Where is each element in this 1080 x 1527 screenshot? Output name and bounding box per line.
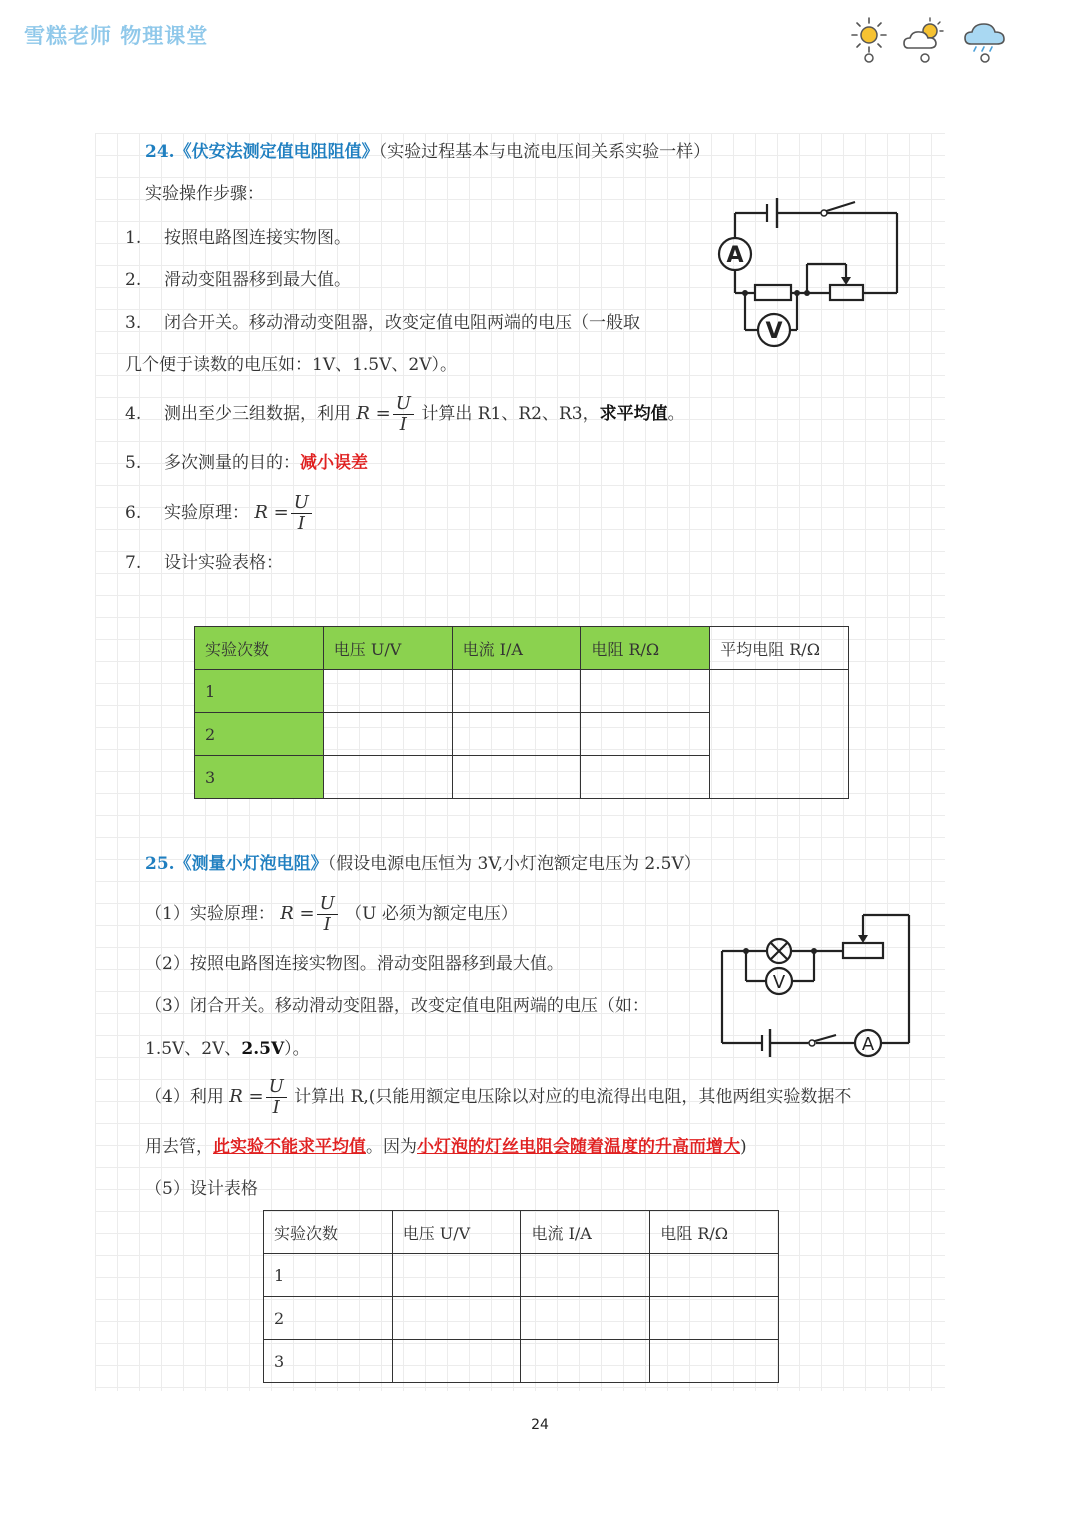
paragraph-2: （2）按照电路图连接实物图。滑动变阻器移到最大值。 — [145, 954, 564, 974]
table-header-cell: 电压 U/V — [323, 627, 452, 670]
circuit-diagram-25 — [712, 905, 922, 1060]
sun-icon — [848, 14, 890, 64]
table-header-cell: 平均电阻 R/Ω — [710, 627, 849, 670]
ammeter-label: A — [861, 1034, 875, 1055]
step-2: 滑动变阻器移到最大值。 — [164, 270, 351, 290]
section-24-title: 24.《伏安法测定值电阻阻值》 — [145, 142, 379, 162]
formula-fraction: $\frac{U}{I}$ — [317, 894, 338, 935]
steps-heading: 实验操作步骤： — [145, 184, 264, 204]
empty-cell — [323, 756, 452, 799]
section-25-subtitle: （假设电源电压恒为 3V,小灯泡额定电压为 2.5V） — [327, 854, 701, 874]
step-4: 测出至少三组数据，利用 R = $\frac{U}{I}$ 计算出 R1、R2、R3，求平均值。 — [164, 393, 685, 435]
formula-lhs: R = — [356, 403, 391, 424]
table-row — [264, 1297, 779, 1340]
experiment-table-25 — [263, 1210, 779, 1383]
empty-cell — [581, 713, 710, 756]
step-number: 1. — [125, 228, 142, 248]
table-header-cell: 实验次数 — [264, 1211, 393, 1254]
experiment-table-24 — [194, 626, 849, 799]
empty-cell — [392, 1340, 521, 1383]
empty-cell — [521, 1340, 650, 1383]
paragraph-3-line-2: 1.5V、2V、2.5V）。 — [145, 1039, 310, 1059]
empty-cell — [452, 756, 581, 799]
empty-cell — [452, 713, 581, 756]
formula-lhs: R = — [280, 903, 315, 924]
step-7: 设计实验表格： — [164, 553, 283, 573]
step-number: 7. — [125, 553, 142, 573]
circuit-diagram-24 — [705, 190, 915, 360]
empty-cell — [581, 756, 710, 799]
row-index-cell: 1 — [195, 670, 324, 713]
empty-cell — [521, 1297, 650, 1340]
table-header-row — [264, 1211, 779, 1254]
empty-cell — [323, 670, 452, 713]
empty-cell — [392, 1297, 521, 1340]
empty-cell — [452, 670, 581, 713]
empty-cell — [323, 713, 452, 756]
paragraph-5: （5）设计表格 — [145, 1179, 258, 1199]
cloud-rain-icon — [962, 14, 1010, 64]
principle-line: （1）实验原理： R = $\frac{U}{I}$ （U 必须为额定电压） — [145, 893, 518, 935]
section-25-title: 25.《测量小灯泡电阻》 — [145, 854, 328, 874]
formula-fraction: $\frac{U}{I}$ — [393, 394, 414, 435]
table-header-cell: 实验次数 — [195, 627, 324, 670]
empty-cell — [581, 670, 710, 713]
empty-cell — [392, 1254, 521, 1297]
brand-title: 雪糕老师 物理课堂 — [24, 24, 209, 48]
step-5-highlight: 减小误差 — [300, 453, 368, 473]
empty-cell — [521, 1254, 650, 1297]
paragraph-3-line-1: （3）闭合开关。移动滑动变阻器，改变定值电阻两端的电压（如： — [145, 996, 649, 1016]
step-number: 6. — [125, 503, 142, 523]
step-6: 实验原理： R = $\frac{U}{I}$ — [164, 489, 314, 537]
step-number: 4. — [125, 404, 142, 424]
row-index-cell: 2 — [264, 1297, 393, 1340]
row-index-cell: 3 — [195, 756, 324, 799]
partly-cloudy-icon — [900, 14, 948, 64]
reason-highlight: 小灯泡的灯丝电阻会随着温度的升高而增大 — [417, 1137, 740, 1157]
page-number: 24 — [531, 1417, 549, 1433]
step-number: 5. — [125, 453, 142, 473]
empty-cell — [650, 1254, 779, 1297]
formula-fraction: $\frac{U}{I}$ — [266, 1077, 287, 1118]
row-index-cell: 3 — [264, 1340, 393, 1383]
step-number: 2. — [125, 270, 142, 290]
paragraph-4-line-2: 用去管，此实验不能求平均值。因为小灯泡的灯丝电阻会随着温度的升高而增大) — [145, 1137, 747, 1157]
step-5: 多次测量的目的：减小误差 — [164, 453, 368, 473]
ammeter-label: A — [726, 243, 744, 268]
table-header-cell: 电流 I/A — [452, 627, 581, 670]
step-3-line-2: 几个便于读数的电压如：1V、1.5V、2V）。 — [125, 355, 457, 375]
step-4-emphasis: 求平均值 — [599, 404, 668, 424]
formula-fraction: $\frac{U}{I}$ — [291, 493, 312, 534]
table-header-cell: 电压 U/V — [392, 1211, 521, 1254]
voltmeter-label: V — [765, 319, 783, 344]
table-header-cell: 电流 I/A — [521, 1211, 650, 1254]
step-number: 3. — [125, 313, 142, 333]
row-index-cell: 1 — [264, 1254, 393, 1297]
step-3-line-1: 闭合开关。移动滑动变阻器，改变定值电阻两端的电压（一般取 — [164, 313, 640, 333]
table-header-cell: 电阻 R/Ω — [650, 1211, 779, 1254]
average-cell — [710, 670, 849, 799]
table-row — [195, 670, 849, 713]
table-header-row — [195, 627, 849, 670]
section-24-subtitle: （实验过程基本与电流电压间关系实验一样） — [378, 142, 711, 162]
table-header-cell: 电阻 R/Ω — [581, 627, 710, 670]
formula-lhs: R = — [229, 1086, 264, 1107]
paragraph-4-line-1: （4）利用 R = $\frac{U}{I}$ 计算出 R,(只能用额定电压除以对应的电流得出电阻，其他两组实验数据不 — [145, 1076, 852, 1118]
empty-cell — [650, 1297, 779, 1340]
warning-highlight: 此实验不能求平均值 — [213, 1137, 366, 1157]
step-1: 按照电路图连接实物图。 — [164, 228, 351, 248]
table-row — [264, 1340, 779, 1383]
table-row — [264, 1254, 779, 1297]
row-index-cell: 2 — [195, 713, 324, 756]
formula-lhs: R = — [254, 502, 289, 523]
voltmeter-label: V — [772, 972, 786, 993]
empty-cell — [650, 1340, 779, 1383]
